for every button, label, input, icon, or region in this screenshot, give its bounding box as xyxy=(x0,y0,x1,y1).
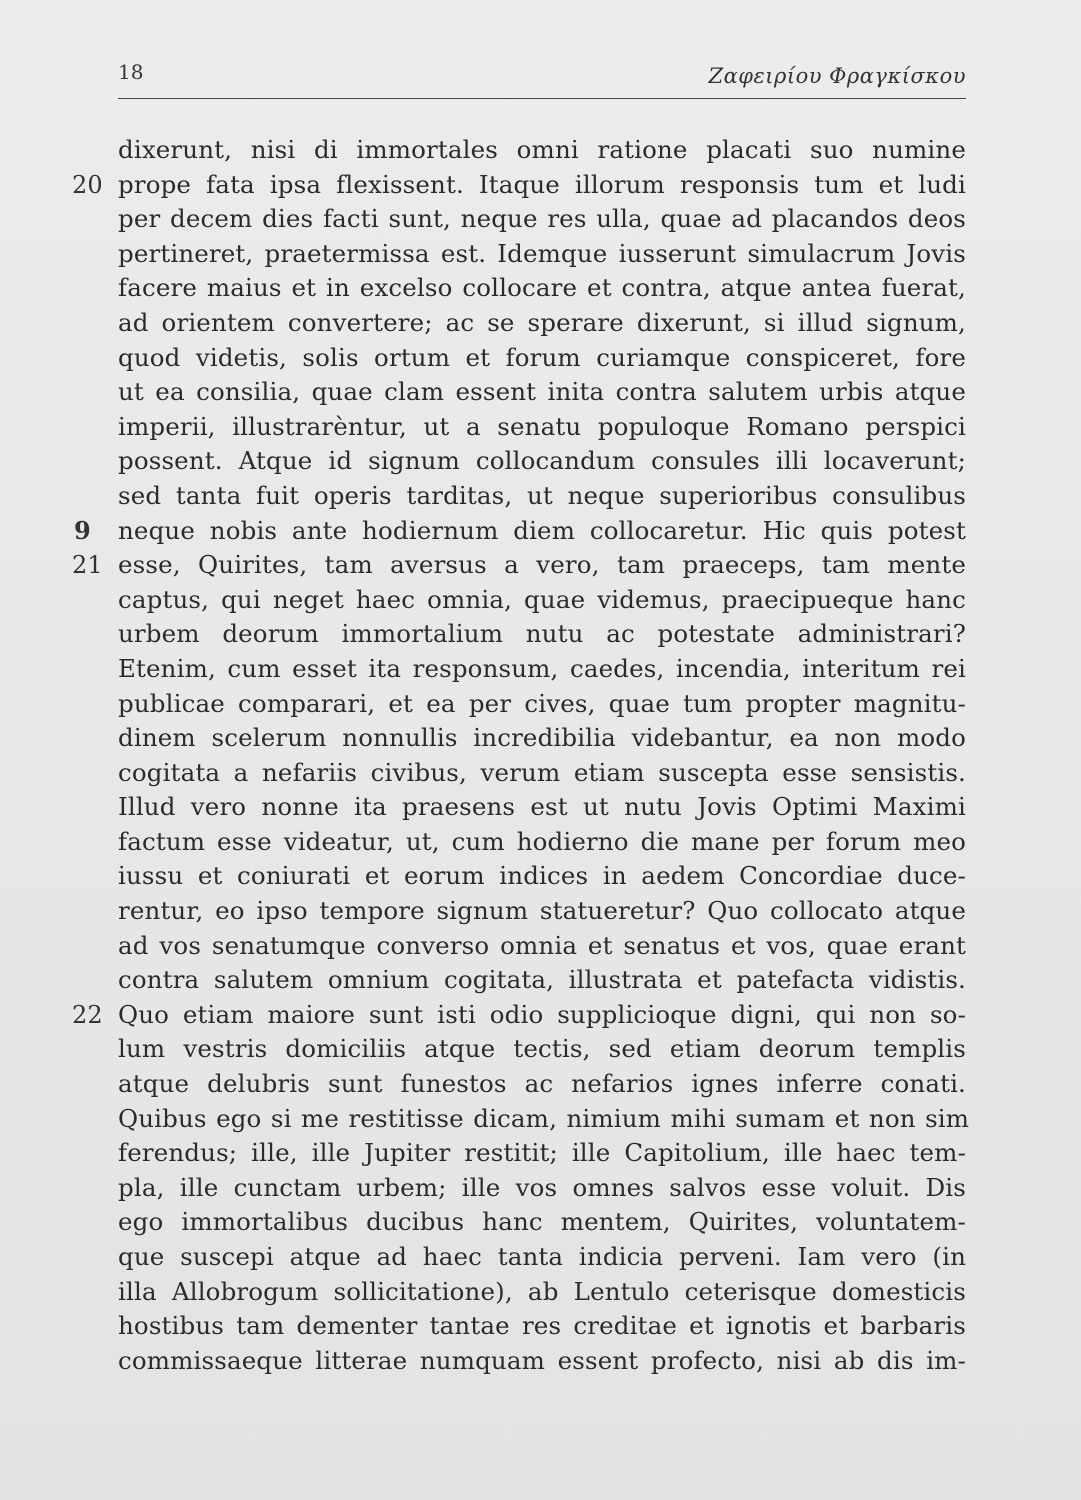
line-text: publicae comparari, et ea per cives, quae tum propter magnitu- xyxy=(118,688,966,718)
line-text: Etenim, cum esset ita responsum, caedes, incendia, interitum rei xyxy=(118,653,966,683)
text-line xyxy=(118,583,966,618)
line-text: Quibus ego si me restitisse dicam, nimium mihi sumam et non sim xyxy=(118,1103,970,1133)
text-line xyxy=(74,514,966,549)
text-line xyxy=(72,548,966,583)
line-text: cogitata a nefariis civibus, verum etiam suscepta esse sensistis. xyxy=(118,757,966,787)
text-line xyxy=(118,375,966,410)
line-text: lum vestris domiciliis atque tectis, sed etiam deorum templis xyxy=(118,1034,966,1064)
line-text: ferendus; ille, ille Jupiter restitit; ille Capitolium, ille haec tem- xyxy=(118,1138,966,1168)
line-text: quod videtis, solis ortum et forum curiamque conspiceret, fore xyxy=(118,342,966,372)
text-line xyxy=(118,1102,970,1137)
text-line xyxy=(118,237,966,272)
text-line xyxy=(118,687,966,722)
text-line xyxy=(118,790,966,825)
latin-text-body xyxy=(72,133,970,1378)
text-line xyxy=(118,444,966,479)
text-line xyxy=(118,410,966,445)
line-text: ut ea consilia, quae clam essent inita contra salutem urbis atque xyxy=(118,377,966,407)
text-line xyxy=(118,1032,966,1067)
line-text: iussu et coniurati et eorum indices in aedem Concordiae duce- xyxy=(118,861,966,891)
text-line xyxy=(118,341,966,376)
text-line xyxy=(72,168,966,203)
line-text: dinem scelerum nonnullis incredibilia videbantur, ea non modo xyxy=(118,723,966,753)
line-text: Quo etiam maiore sunt isti odio supplicioque digni, qui non so- xyxy=(118,999,966,1029)
text-line xyxy=(118,202,966,237)
line-text: possent. Atque id signum collocandum consules illi locaverunt; xyxy=(118,446,966,476)
text-line xyxy=(118,652,966,687)
text-line xyxy=(118,894,966,929)
text-line xyxy=(118,1344,966,1379)
line-text: que suscepi atque ad haec tanta indicia perveni. Iam vero (in xyxy=(118,1242,966,1271)
text-line xyxy=(118,306,966,341)
line-text: imperii, illustrarèntur, ut a senatu populoque Romano perspici xyxy=(118,411,966,441)
line-text: neque nobis ante hodiernum diem collocaretur. Hic quis potest xyxy=(118,515,966,545)
line-text: captus, qui neget haec omnia, quae videmus, praecipueque hanc xyxy=(118,584,966,614)
line-text: pertineret, praetermissa est. Idemque iusserunt simulacrum Jovis xyxy=(118,238,966,268)
line-text: sed tanta fuit operis tarditas, ut neque superioribus consulibus xyxy=(118,480,966,510)
page-number: 18 xyxy=(118,60,144,84)
margin-section-number: 9 xyxy=(74,515,91,545)
text-line xyxy=(118,929,966,964)
text-line xyxy=(118,133,966,168)
text-line xyxy=(118,756,966,791)
page-header xyxy=(118,58,966,99)
line-text: rentur, eo ipso tempore signum statueretur? Quo collocato atque xyxy=(118,896,966,926)
text-line xyxy=(118,479,966,514)
text-line xyxy=(118,1136,966,1171)
running-head: Ζαφειρίου Φραγκίσκου xyxy=(708,64,966,88)
margin-section-number: 20 xyxy=(72,170,103,199)
text-line xyxy=(118,963,966,998)
text-line xyxy=(72,998,966,1033)
line-text: per decem dies facti sunt, neque res ulla, quae ad placandos deos xyxy=(118,204,966,234)
text-line xyxy=(118,1067,966,1102)
line-text: esse, Quirites, tam aversus a vero, tam praeceps, tam mente xyxy=(118,550,966,580)
text-line xyxy=(118,1205,966,1240)
text-line xyxy=(118,825,966,860)
line-text: ad orientem convertere; ac se sperare dixerunt, si illud signum, xyxy=(118,307,966,337)
text-line xyxy=(118,859,966,894)
line-text: ego immortalibus ducibus hanc mentem, Quirites, voluntatem- xyxy=(118,1207,966,1237)
text-line xyxy=(118,1309,966,1344)
text-line xyxy=(118,271,966,306)
text-line xyxy=(118,1275,966,1310)
text-line xyxy=(118,1171,966,1206)
margin-section-number: 21 xyxy=(72,551,103,580)
line-text: atque delubris sunt funestos ac nefarios ignes inferre conati. xyxy=(118,1069,966,1099)
text-line xyxy=(118,1240,966,1275)
line-text: prope fata ipsa flexissent. Itaque illorum responsis tum et ludi xyxy=(118,169,966,199)
line-text: commissaeque litterae numquam essent profecto, nisi ab dis im- xyxy=(118,1345,966,1375)
line-text: Illud vero nonne ita praesens est ut nutu Jovis Optimi Maximi xyxy=(118,792,966,822)
line-text: illa Allobrogum sollicitatione), ab Lentulo ceterisque domesticis xyxy=(118,1276,966,1306)
line-text: facere maius et in excelso collocare et contra, atque antea fuerat, xyxy=(118,273,966,303)
margin-section-number: 22 xyxy=(72,1000,103,1029)
text-line xyxy=(118,721,966,756)
line-text: hostibus tam dementer tantae res creditae et ignotis et barbaris xyxy=(118,1311,966,1341)
line-text: pla, ille cunctam urbem; ille vos omnes salvos esse voluit. Dis xyxy=(118,1172,966,1202)
line-text: dixerunt, nisi di immortales omni ratione placati suo numine xyxy=(118,135,966,164)
line-text: urbem deorum immortalium nutu ac potestate administrari? xyxy=(118,619,966,649)
line-text: contra salutem omnium cogitata, illustrata et patefacta vidistis. xyxy=(118,965,966,995)
line-text: ad vos senatumque converso omnia et senatus et vos, quae erant xyxy=(118,930,966,960)
line-text: factum esse videatur, ut, cum hodierno die mane per forum meo xyxy=(118,826,966,856)
text-line xyxy=(118,617,966,652)
